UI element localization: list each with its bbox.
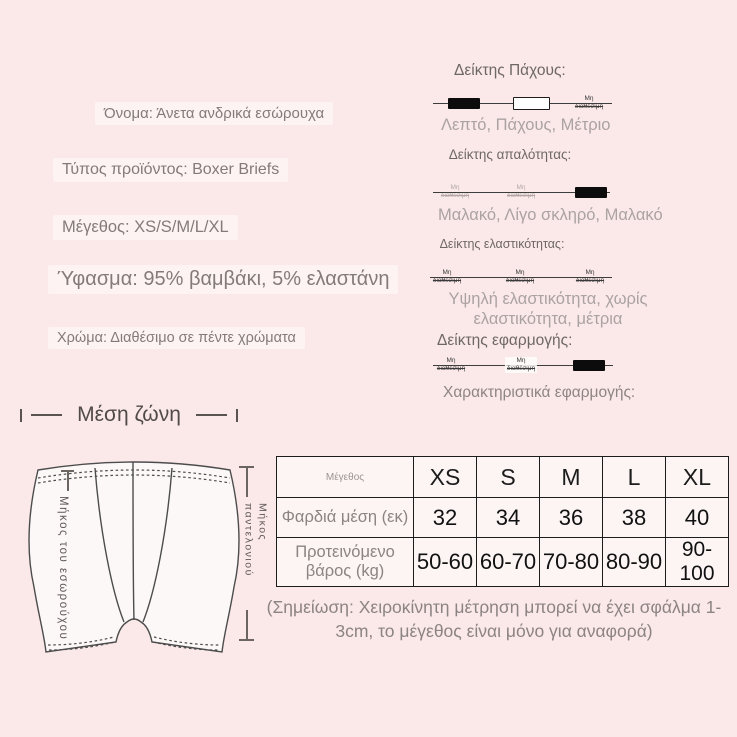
- size-table-header-row: [277, 457, 729, 498]
- dimension-line: [196, 414, 227, 416]
- softness-caption: Μαλακό, Λίγο σκληρό, Μαλακό: [438, 206, 663, 224]
- size-xl: XL: [666, 457, 729, 498]
- fit-features-heading: Χαρακτηριστικά εφαρμογής:: [443, 384, 636, 401]
- table-cell: 90-100: [666, 538, 729, 587]
- softness-marker-filled: [575, 187, 607, 198]
- not-available-marker: Μη διαθέσιμη: [505, 269, 535, 284]
- dimension-line: [246, 467, 248, 497]
- measurement-note: (Σημείωση: Χειροκίνητη μέτρηση μπορεί να έχει σφάλμα 1-3cm, το μέγεθος είναι μόνο για αναφορά): [266, 597, 722, 641]
- waist-width-row: [277, 498, 729, 538]
- table-cell: 40: [666, 498, 729, 538]
- thickness-indicator-title: Δείκτης Πάχους:: [454, 62, 566, 79]
- waistband-dimension: [20, 403, 238, 427]
- dimension-line: [246, 610, 248, 640]
- size-xs: XS: [414, 457, 477, 498]
- table-cell: 38: [603, 498, 666, 538]
- size-l: L: [603, 457, 666, 498]
- product-name-line: Όνομα: Άνετα ανδρικά εσώρουχα: [95, 102, 333, 125]
- not-available-marker: Μη διαθέσιμη: [506, 184, 536, 199]
- size-m: M: [540, 457, 603, 498]
- not-available-marker: Μη διαθέσιμη: [432, 269, 462, 284]
- elasticity-slider: [430, 268, 612, 286]
- table-cell: 32: [414, 498, 477, 538]
- waist-width-label: Φαρδιά μέση (εκ): [277, 498, 414, 538]
- thickness-slider: [433, 94, 612, 112]
- waistband-label: Μέση ζώνη: [77, 403, 181, 426]
- table-cell: 34: [477, 498, 540, 538]
- size-s: S: [477, 457, 540, 498]
- fit-indicator-title: Δείκτης εφαρμογής:: [437, 332, 573, 349]
- dimension-tick: [20, 409, 22, 422]
- not-available-marker: Μη διαθέσιμη: [436, 357, 466, 372]
- product-type-line: Τύπος προϊόντος: Boxer Briefs: [53, 158, 288, 182]
- thickness-caption: Λεπτό, Πάχους, Μέτριο: [441, 116, 611, 134]
- softness-indicator-title: Δείκτης απαλότητας:: [448, 147, 572, 162]
- table-cell: 50-60: [414, 538, 477, 587]
- product-color-line: Χρώμα: Διαθέσιμο σε πέντε χρώματα: [48, 327, 305, 349]
- fit-marker-filled: [573, 360, 605, 371]
- thickness-marker-filled: [448, 98, 480, 109]
- elasticity-caption: Υψηλή ελαστικότητα, χωρίς ελαστικότητα, μέτρια: [448, 290, 648, 329]
- pant-length-label: Μήκος παντελονιού: [242, 503, 269, 577]
- dimension-tick: [236, 409, 238, 422]
- dimension-tick: [239, 639, 254, 641]
- thickness-marker-outline: [513, 97, 550, 110]
- softness-slider: [433, 183, 610, 201]
- size-table: [276, 456, 729, 587]
- product-fabric-line: Ύφασμα: 95% βαμβάκι, 5% ελαστάνη: [48, 265, 398, 294]
- size-column-header: Μέγεθος: [277, 457, 414, 498]
- underwear-length-label: Μήκος του εσωρούχου: [57, 496, 69, 641]
- not-available-marker: Μη διαθέσιμη: [574, 95, 604, 110]
- table-cell: 80-90: [603, 538, 666, 587]
- table-cell: 60-70: [477, 538, 540, 587]
- not-available-marker: Μη διαθέσιμη: [506, 357, 536, 372]
- not-available-marker: Μη διαθέσιμη: [440, 184, 470, 199]
- dimension-line: [31, 414, 62, 416]
- fit-slider: [433, 356, 613, 374]
- elasticity-indicator-title: Δείκτης ελαστικότητας:: [439, 237, 565, 251]
- not-available-marker: Μη διαθέσιμη: [575, 269, 605, 284]
- recommended-weight-row: [277, 538, 729, 587]
- dimension-line: [67, 471, 69, 491]
- table-cell: 36: [540, 498, 603, 538]
- table-cell: 70-80: [540, 538, 603, 587]
- product-size-line: Μέγεθος: XS/S/M/L/XL: [53, 215, 238, 240]
- recommended-weight-label: Προτεινόμενο βάρος (kg): [277, 538, 414, 587]
